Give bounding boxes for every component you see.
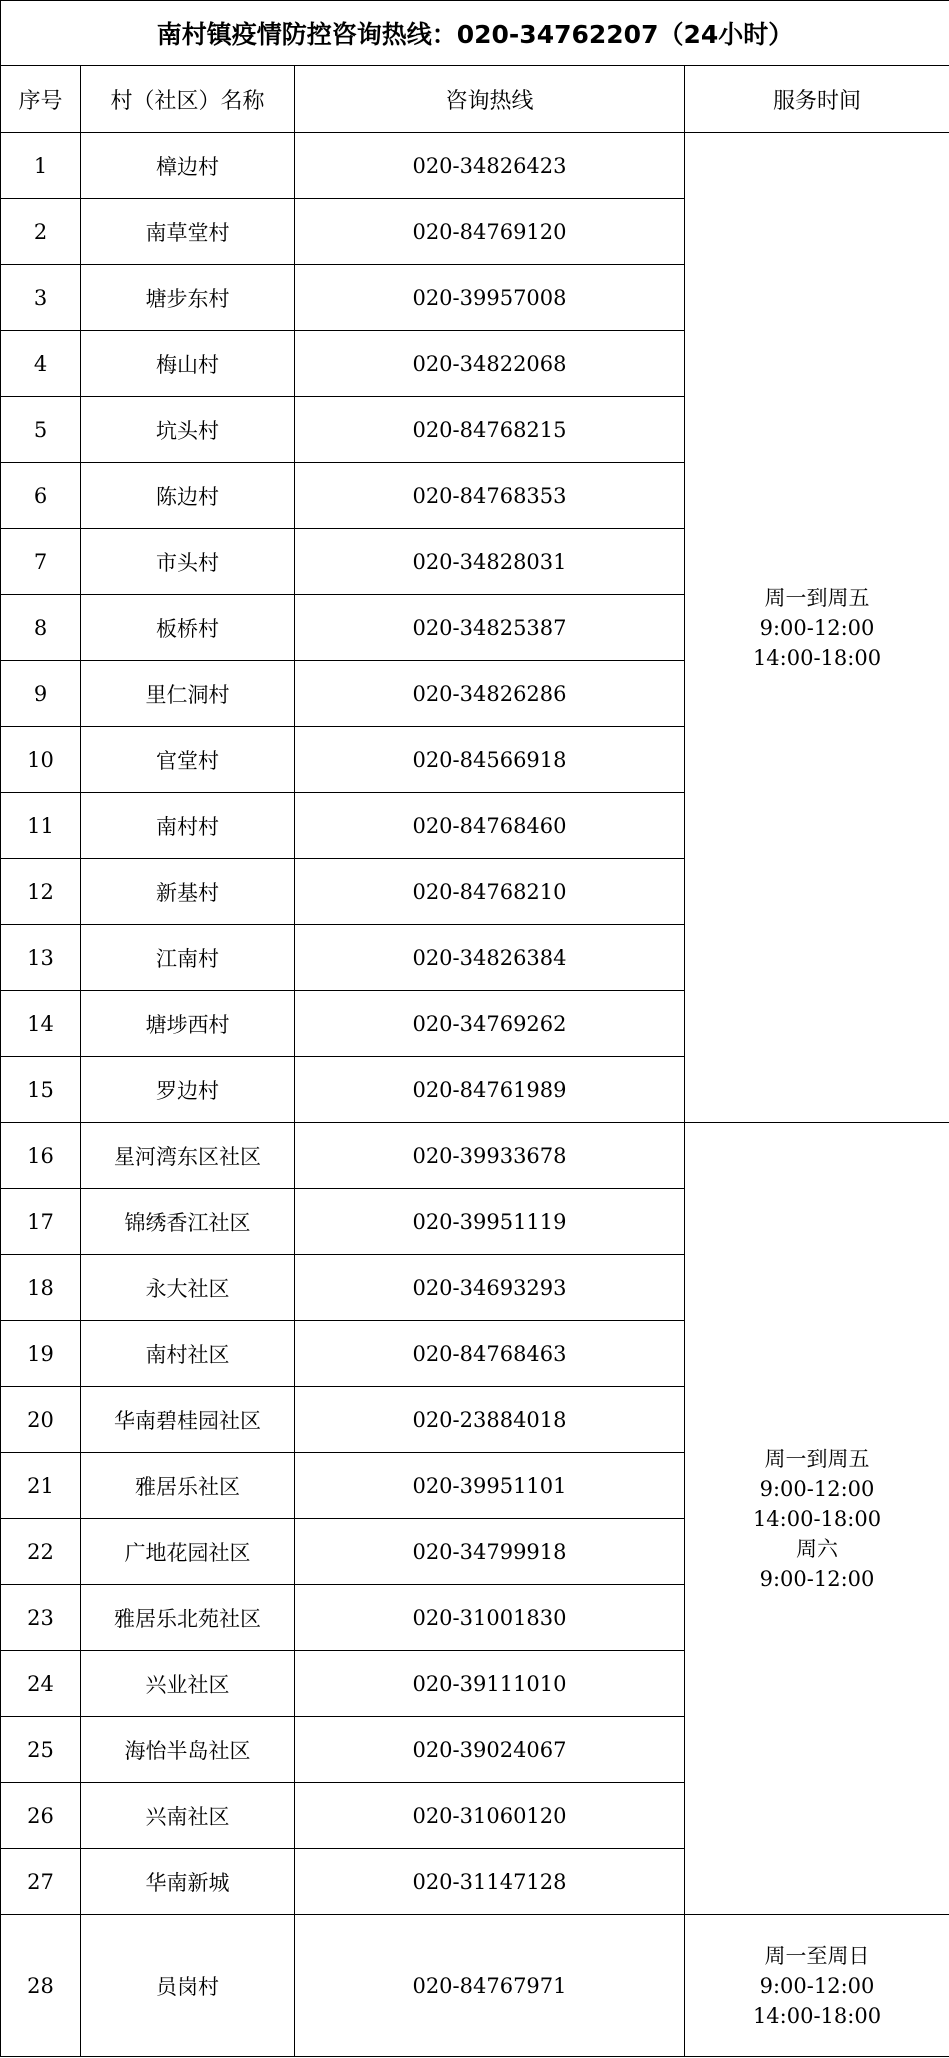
service-hours-line: 周一到周五 bbox=[764, 585, 870, 610]
hotline-number: 020-39951119 bbox=[295, 1189, 685, 1255]
community-name: 樟边村 bbox=[81, 133, 295, 199]
header-no: 序号 bbox=[1, 66, 81, 133]
hotline-number: 020-84768460 bbox=[295, 793, 685, 859]
row-number: 26 bbox=[1, 1783, 81, 1849]
row-number: 23 bbox=[1, 1585, 81, 1651]
community-name: 坑头村 bbox=[81, 397, 295, 463]
community-name: 永大社区 bbox=[81, 1255, 295, 1321]
community-name: 塘步东村 bbox=[81, 265, 295, 331]
community-name: 罗边村 bbox=[81, 1057, 295, 1123]
community-name: 锦绣香江社区 bbox=[81, 1189, 295, 1255]
hotline-number: 020-84768463 bbox=[295, 1321, 685, 1387]
hotline-number: 020-39933678 bbox=[295, 1123, 685, 1189]
community-name: 梅山村 bbox=[81, 331, 295, 397]
row-number: 22 bbox=[1, 1519, 81, 1585]
table-row bbox=[1, 1915, 949, 2057]
hotline-number: 020-84768215 bbox=[295, 397, 685, 463]
service-hours-line: 9:00-12:00 bbox=[759, 1566, 875, 1591]
hotline-number: 020-39111010 bbox=[295, 1651, 685, 1717]
service-hours-cell bbox=[685, 1915, 949, 2057]
community-name: 陈边村 bbox=[81, 463, 295, 529]
row-number: 19 bbox=[1, 1321, 81, 1387]
service-hours-line: 14:00-18:00 bbox=[752, 1506, 882, 1531]
row-number: 25 bbox=[1, 1717, 81, 1783]
community-name: 南草堂村 bbox=[81, 199, 295, 265]
community-name: 华南碧桂园社区 bbox=[81, 1387, 295, 1453]
service-hours-line: 14:00-18:00 bbox=[752, 645, 882, 670]
row-number: 1 bbox=[1, 133, 81, 199]
table-row bbox=[1, 1123, 949, 1189]
table-row bbox=[1, 133, 949, 199]
row-number: 14 bbox=[1, 991, 81, 1057]
hotline-number: 020-84566918 bbox=[295, 727, 685, 793]
community-name: 新基村 bbox=[81, 859, 295, 925]
hotline-number: 020-34693293 bbox=[295, 1255, 685, 1321]
row-number: 9 bbox=[1, 661, 81, 727]
hotline-number: 020-39951101 bbox=[295, 1453, 685, 1519]
row-number: 27 bbox=[1, 1849, 81, 1915]
service-hours-line: 9:00-12:00 bbox=[759, 615, 875, 640]
row-number: 5 bbox=[1, 397, 81, 463]
hotline-number: 020-39957008 bbox=[295, 265, 685, 331]
service-hours-cell bbox=[685, 133, 949, 1123]
row-number: 10 bbox=[1, 727, 81, 793]
community-name: 南村村 bbox=[81, 793, 295, 859]
service-hours-line: 9:00-12:00 bbox=[759, 1476, 875, 1501]
community-name: 兴业社区 bbox=[81, 1651, 295, 1717]
row-number: 21 bbox=[1, 1453, 81, 1519]
row-number: 24 bbox=[1, 1651, 81, 1717]
row-number: 6 bbox=[1, 463, 81, 529]
community-name: 雅居乐北苑社区 bbox=[81, 1585, 295, 1651]
community-name: 华南新城 bbox=[81, 1849, 295, 1915]
hotline-number: 020-34826286 bbox=[295, 661, 685, 727]
hotline-number: 020-84768210 bbox=[295, 859, 685, 925]
row-number: 12 bbox=[1, 859, 81, 925]
hotline-number: 020-34826423 bbox=[295, 133, 685, 199]
row-number: 3 bbox=[1, 265, 81, 331]
row-number: 13 bbox=[1, 925, 81, 991]
row-number: 16 bbox=[1, 1123, 81, 1189]
hotline-number: 020-31147128 bbox=[295, 1849, 685, 1915]
hotline-number: 020-34825387 bbox=[295, 595, 685, 661]
row-number: 15 bbox=[1, 1057, 81, 1123]
hotline-number: 020-84768353 bbox=[295, 463, 685, 529]
community-name: 兴南社区 bbox=[81, 1783, 295, 1849]
hotline-number: 020-34828031 bbox=[295, 529, 685, 595]
hotline-number: 020-84769120 bbox=[295, 199, 685, 265]
service-hours-line: 周六 bbox=[796, 1536, 838, 1561]
hotline-number: 020-31060120 bbox=[295, 1783, 685, 1849]
service-hours-line: 周一至周日 bbox=[764, 1943, 870, 1968]
community-name: 里仁洞村 bbox=[81, 661, 295, 727]
hotline-number: 020-34799918 bbox=[295, 1519, 685, 1585]
service-hours-cell bbox=[685, 1123, 949, 1915]
header-hours: 服务时间 bbox=[685, 66, 949, 133]
row-number: 7 bbox=[1, 529, 81, 595]
header-row bbox=[1, 66, 949, 133]
row-number: 8 bbox=[1, 595, 81, 661]
community-name: 江南村 bbox=[81, 925, 295, 991]
row-number: 2 bbox=[1, 199, 81, 265]
row-number: 20 bbox=[1, 1387, 81, 1453]
hotline-number: 020-84761989 bbox=[295, 1057, 685, 1123]
hotline-number: 020-84767971 bbox=[295, 1915, 685, 2057]
community-name: 星河湾东区社区 bbox=[81, 1123, 295, 1189]
row-number: 17 bbox=[1, 1189, 81, 1255]
community-name: 海怡半岛社区 bbox=[81, 1717, 295, 1783]
hotline-number: 020-34769262 bbox=[295, 991, 685, 1057]
row-number: 28 bbox=[1, 1915, 81, 2057]
row-number: 11 bbox=[1, 793, 81, 859]
row-number: 4 bbox=[1, 331, 81, 397]
community-name: 员岗村 bbox=[81, 1915, 295, 2057]
table-title: 南村镇疫情防控咨询热线：020-34762207（24小时） bbox=[1, 1, 949, 66]
hotline-number: 020-39024067 bbox=[295, 1717, 685, 1783]
community-name: 官堂村 bbox=[81, 727, 295, 793]
header-phone: 咨询热线 bbox=[295, 66, 685, 133]
community-name: 雅居乐社区 bbox=[81, 1453, 295, 1519]
hotline-number: 020-31001830 bbox=[295, 1585, 685, 1651]
hotline-number: 020-34826384 bbox=[295, 925, 685, 991]
service-hours-line: 14:00-18:00 bbox=[752, 2003, 882, 2028]
community-name: 市头村 bbox=[81, 529, 295, 595]
header-name: 村（社区）名称 bbox=[81, 66, 295, 133]
service-hours-line: 9:00-12:00 bbox=[759, 1973, 875, 1998]
service-hours-line: 周一到周五 bbox=[764, 1446, 870, 1471]
hotline-number: 020-23884018 bbox=[295, 1387, 685, 1453]
community-name: 塘埗西村 bbox=[81, 991, 295, 1057]
table-body bbox=[1, 133, 949, 2057]
hotline-number: 020-34822068 bbox=[295, 331, 685, 397]
community-name: 南村社区 bbox=[81, 1321, 295, 1387]
row-number: 18 bbox=[1, 1255, 81, 1321]
community-name: 广地花园社区 bbox=[81, 1519, 295, 1585]
community-name: 板桥村 bbox=[81, 595, 295, 661]
